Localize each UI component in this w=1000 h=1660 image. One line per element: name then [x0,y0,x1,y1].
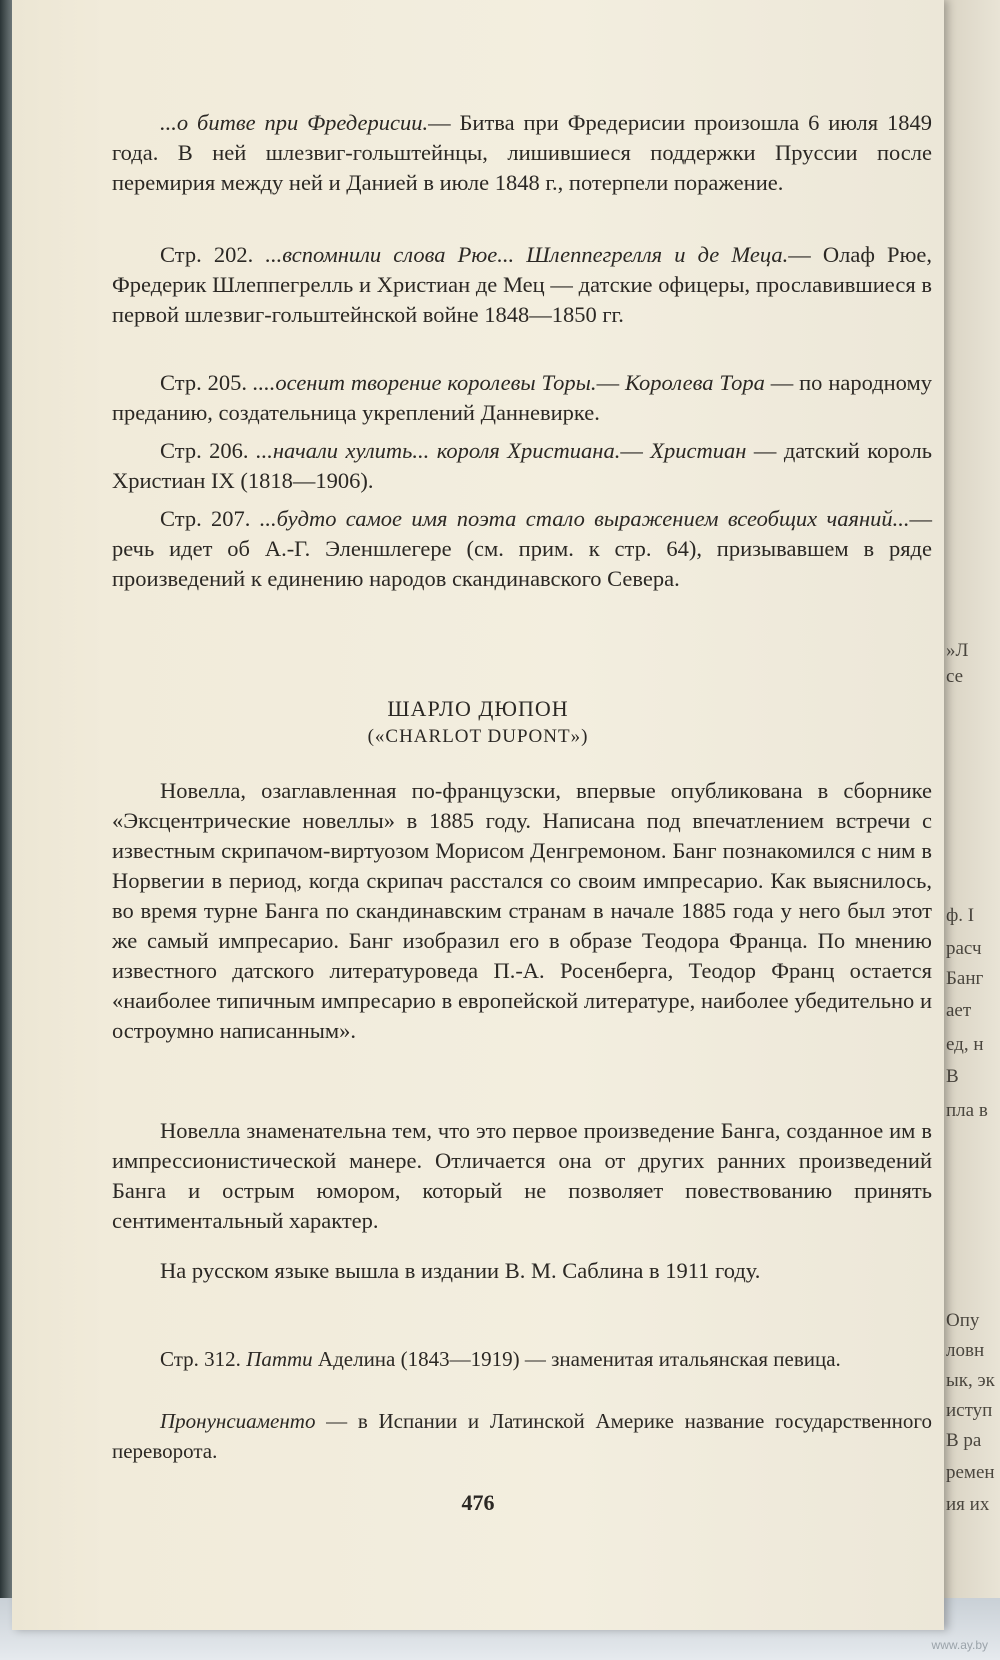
note-italic-text: Христиан [650,438,747,463]
note-italic-text: ...вспомнили слова Рюе... Шлеппегрелля и де Меца. [265,242,789,267]
note-paragraph [112,240,932,330]
note-italic-text: ...о битве при Фредерисии. [160,110,429,135]
note-text: — Битва при Фредерисии произошла 6 июля 1849 года. В ней шлезвиг-гольштейнцы, лишившиеся поддержки Пруссии после перемирия между ней и Данией в июле 1848 г., потерпели поражение. [112,110,932,195]
watermark: www.ay.by [931,1638,988,1652]
adjacent-page-fragment: ловн [946,1340,985,1361]
adjacent-page-fragment: се [946,666,964,687]
note-text: Стр. 202. [160,242,266,267]
note-italic-text: Королева Тора [624,370,765,395]
body-paragraph [112,1256,932,1286]
note-text: Стр. 205. [160,370,253,395]
adjacent-page-fragment: В [946,1066,959,1087]
adjacent-page-fragment: Опу [946,1310,980,1331]
note-paragraph [112,108,932,198]
note-text: — [620,438,651,463]
note-italic-text: ...начали хулить... короля Христиана. [255,438,621,463]
adjacent-page-fragment: ф. I [946,905,975,926]
note-text: — по народному преданию, создательница укреплений Данневирке. [112,370,932,425]
note-text: — в Испании и Латинской Америке название государственного переворота. [112,1409,932,1463]
adjacent-page-fragment: ед, н [946,1034,984,1055]
adjacent-page-fragment: ык, эк [946,1370,995,1391]
adjacent-page-fragment: »Л [946,640,969,661]
adjacent-page-fragment: пла в [946,1100,988,1121]
note-italic-text: ....осенит творение королевы Торы. [252,370,597,395]
note-text: — датский король Христиан IX (1818—1906). [112,438,932,493]
note-text: — [596,370,625,395]
adjacent-page-fragment: ремен [946,1462,995,1483]
adjacent-page-fragment: иступ [946,1400,993,1421]
body-paragraph [112,1116,932,1236]
note-text: — Олаф Рюе, Фредерик Шлеппегрелль и Христиан де Мец — датские офицеры, прославившиеся в первой шлезвиг-гольштейнской войне 1848—1850 гг. [112,242,932,327]
note-paragraph [112,504,932,594]
note-paragraph [112,1344,932,1374]
adjacent-page-fragment: расч [946,938,982,959]
body-paragraph-text: Новелла, озаглавленная по-французски, впервые опубликована в сборнике «Эксцентрические новеллы» в 1885 году. Написана под впечатлением встречи с известным скрипачом-виртуозом Морисом Денгремоном. Банг познакомился с ним в Норвегии в период, когда скрипач расстался со своим импресарио. Как выяснилось, во время турне Банга по скандинавским странам в начале 1885 года у него был этот же самый импресарио. Банг изобразил его в образе Теодора Франца. По мнению известного датского литературоведа П.-А. Росенберга, Теодор Франц остается «наиболее типичным импресарио в европейской литературе, наиболее убедительно и остроумно написанным». [112,778,932,1043]
note-text: Аделина (1843—1919) — знаменитая итальянская певица. [312,1347,841,1371]
adjacent-page-fragment: Банг [946,968,984,989]
body-paragraph-text: Новелла знаменательна тем, что это первое произведение Банга, созданное им в импрессионистической манере. Отличается она от других ранних произведений Банга и острым юмором, который не позволяет повествованию принять сентиментальный характер. [112,1118,932,1233]
note-italic-text: Пронунсиаменто [160,1409,316,1433]
note-paragraph [112,436,932,496]
note-text: Стр. 206. [160,438,256,463]
note-text: Стр. 312. [160,1347,247,1371]
section-subtitle: («CHARLOT DUPONT») [367,726,589,747]
book-page [12,0,944,1630]
note-text: Стр. 207. [160,506,260,531]
page-number: 476 [461,1490,495,1515]
section-title: ШАРЛО ДЮПОН [387,696,569,721]
note-italic-text: Патти [246,1347,313,1371]
adjacent-page [940,0,1000,1660]
adjacent-page-fragment: ия их [946,1494,990,1515]
note-paragraph [112,1406,932,1466]
note-italic-text: ...будто самое имя поэта стало выражением всеобщих чаяний... [259,506,910,531]
body-paragraph-text: На русском языке вышла в издании В. М. Саблина в 1911 году. [160,1258,761,1283]
adjacent-page-fragment: ает [946,1000,972,1021]
body-paragraph [112,776,932,1046]
note-paragraph [112,368,932,428]
note-text: — речь идет об А.-Г. Эленшлегере (см. прим. к стр. 64), призывавшем в ряде произведений к единению народов скандинавского Севера. [112,506,932,591]
adjacent-page-fragment: В ра [946,1430,982,1451]
